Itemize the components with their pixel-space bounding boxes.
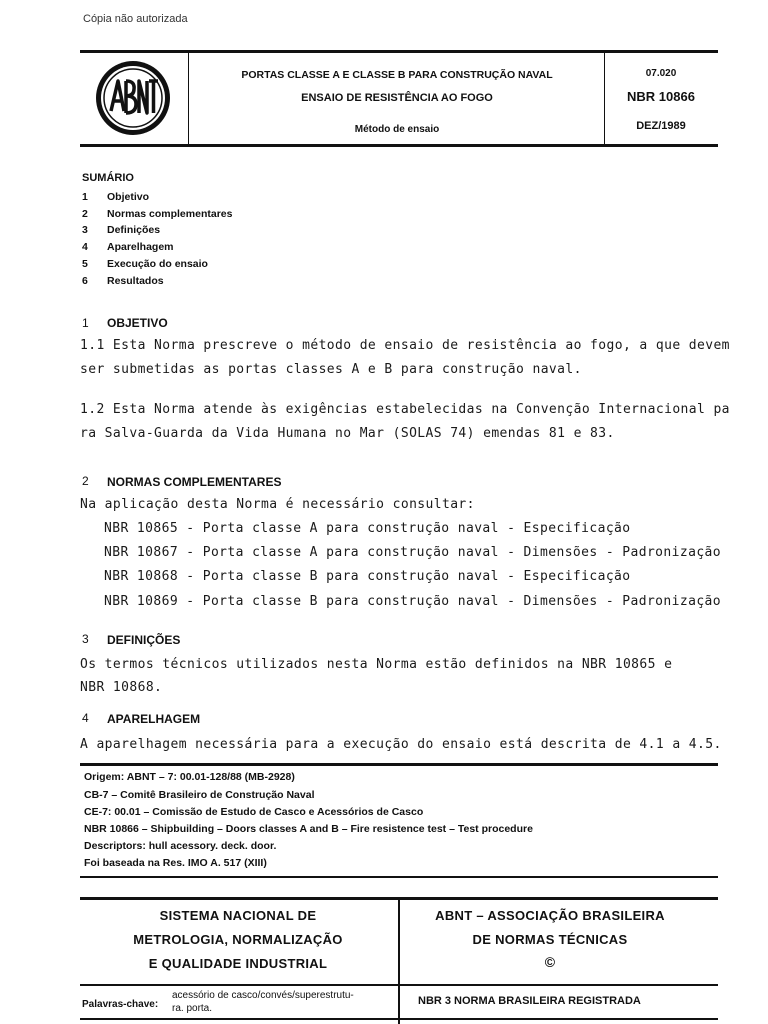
origin-top-rule xyxy=(80,763,718,766)
header-divider-left xyxy=(188,52,189,144)
footer-keywords-rule xyxy=(80,984,718,986)
section-2-title: NORMAS COMPLEMENTARES xyxy=(107,475,282,489)
header-title-line1: PORTAS CLASSE A E CLASSE B PARA CONSTRUÇÃO NAVAL xyxy=(241,69,553,81)
section-1-title: OBJETIVO xyxy=(107,316,168,330)
origin-line: CB-7 – Comitê Brasileiro de Construção Naval xyxy=(84,789,315,801)
section-3-number: 3 xyxy=(82,632,89,646)
section-1-paragraph-1-line2: ser submetidas as portas classes A e B para construção naval. xyxy=(80,362,582,377)
summary-item-label: Aparelhagem xyxy=(107,241,174,253)
footer-left-line1: SISTEMA NACIONAL DE xyxy=(159,908,317,923)
summary-item-num: 1 xyxy=(82,191,88,203)
reference-item: NBR 10869 - Porta classe B para construção naval - Dimensões - Padronização xyxy=(104,594,721,609)
footer-bottom-rule xyxy=(80,1018,718,1020)
section-3-line1: Os termos técnicos utilizados nesta Norma estão definidos na NBR 10865 e xyxy=(80,657,673,672)
watermark-text: Cópia não autorizada xyxy=(83,13,188,25)
origin-line: Descriptors: hull acessory. deck. door. xyxy=(84,840,277,852)
section-4-line1: A aparelhagem necessária para a execução do ensaio está descrita de 4.1 a 4.5. xyxy=(80,737,722,752)
summary-item-label: Resultados xyxy=(107,275,164,287)
summary-item-label: Definições xyxy=(107,224,161,236)
header-title-line2: ENSAIO DE RESISTÊNCIA AO FOGO xyxy=(301,92,493,104)
summary-heading: SUMÁRIO xyxy=(82,172,134,184)
summary-item-num: 5 xyxy=(82,258,88,270)
section-2-intro: Na aplicação desta Norma é necessário consultar: xyxy=(80,497,475,512)
header-subtitle: Método de ensaio xyxy=(354,124,440,135)
header-top-rule xyxy=(80,50,718,53)
header-date: DEZ/1989 xyxy=(636,120,686,132)
section-4-number: 4 xyxy=(82,711,89,725)
section-2-number: 2 xyxy=(82,474,89,488)
origin-line: Foi baseada na Res. IMO A. 517 (XIII) xyxy=(84,857,267,869)
header-bottom-rule xyxy=(80,144,718,147)
section-3-title: DEFINIÇÕES xyxy=(107,633,181,647)
summary-item-label: Normas complementares xyxy=(107,208,233,220)
abnt-logo-seal xyxy=(94,59,172,137)
origin-line: NBR 10866 – Shipbuilding – Doors classes A and B – Fire resistence test – Test procedure xyxy=(84,823,533,835)
keywords-line2: ra. porta. xyxy=(172,1003,213,1014)
copyright-symbol: © xyxy=(544,954,556,970)
header-code: 07.020 xyxy=(645,68,677,79)
section-1-paragraph-2-line1: 1.2 Esta Norma atende às exigências estabelecidas na Convenção Internacional pa xyxy=(80,402,730,417)
summary-item-num: 4 xyxy=(82,241,88,253)
summary-item-label: Objetivo xyxy=(107,191,150,203)
reference-item: NBR 10867 - Porta classe A para construção naval - Dimensões - Padronização xyxy=(104,545,721,560)
section-4-title: APARELHAGEM xyxy=(107,712,201,726)
footer-left-line2: METROLOGIA, NORMALIZAÇÃO xyxy=(133,932,343,947)
reference-item: NBR 10868 - Porta classe B para construção naval - Especificação xyxy=(104,569,631,584)
section-3-line2: NBR 10868. xyxy=(80,680,163,695)
registered-norm-text: NBR 3 NORMA BRASILEIRA REGISTRADA xyxy=(418,995,641,1007)
section-1-paragraph-2-line2: ra Salva-Guarda da Vida Humana no Mar (SOLAS 74) emendas 81 e 83. xyxy=(80,426,615,441)
summary-item-num: 6 xyxy=(82,275,88,287)
summary-item-num: 2 xyxy=(82,208,88,220)
footer-right-line2: DE NORMAS TÉCNICAS xyxy=(472,932,628,947)
origin-bottom-rule xyxy=(80,876,718,878)
header-norm-number: NBR 10866 xyxy=(627,89,695,104)
keywords-label: Palavras-chave: xyxy=(82,999,159,1010)
footer-right-line1: ABNT – ASSOCIAÇÃO BRASILEIRA xyxy=(435,908,665,923)
keywords-line1: acessório de casco/convés/superestrutu- xyxy=(172,990,354,1001)
summary-item-label: Execução do ensaio xyxy=(107,258,208,270)
section-1-number: 1 xyxy=(82,316,89,330)
summary-item-num: 3 xyxy=(82,224,88,236)
footer-left-line3: E QUALIDADE INDUSTRIAL xyxy=(148,956,328,971)
abnt-logo xyxy=(94,59,172,137)
origin-line: CE-7: 00.01 – Comissão de Estudo de Casco e Acessórios de Casco xyxy=(84,806,424,818)
section-1-paragraph-1-line1: 1.1 Esta Norma prescreve o método de ensaio de resistência ao fogo, a que devem xyxy=(80,338,730,353)
origin-line: Origem: ABNT – 7: 00.01-128/88 (MB-2928) xyxy=(84,771,295,783)
reference-item: NBR 10865 - Porta classe A para construção naval - Especificação xyxy=(104,521,631,536)
